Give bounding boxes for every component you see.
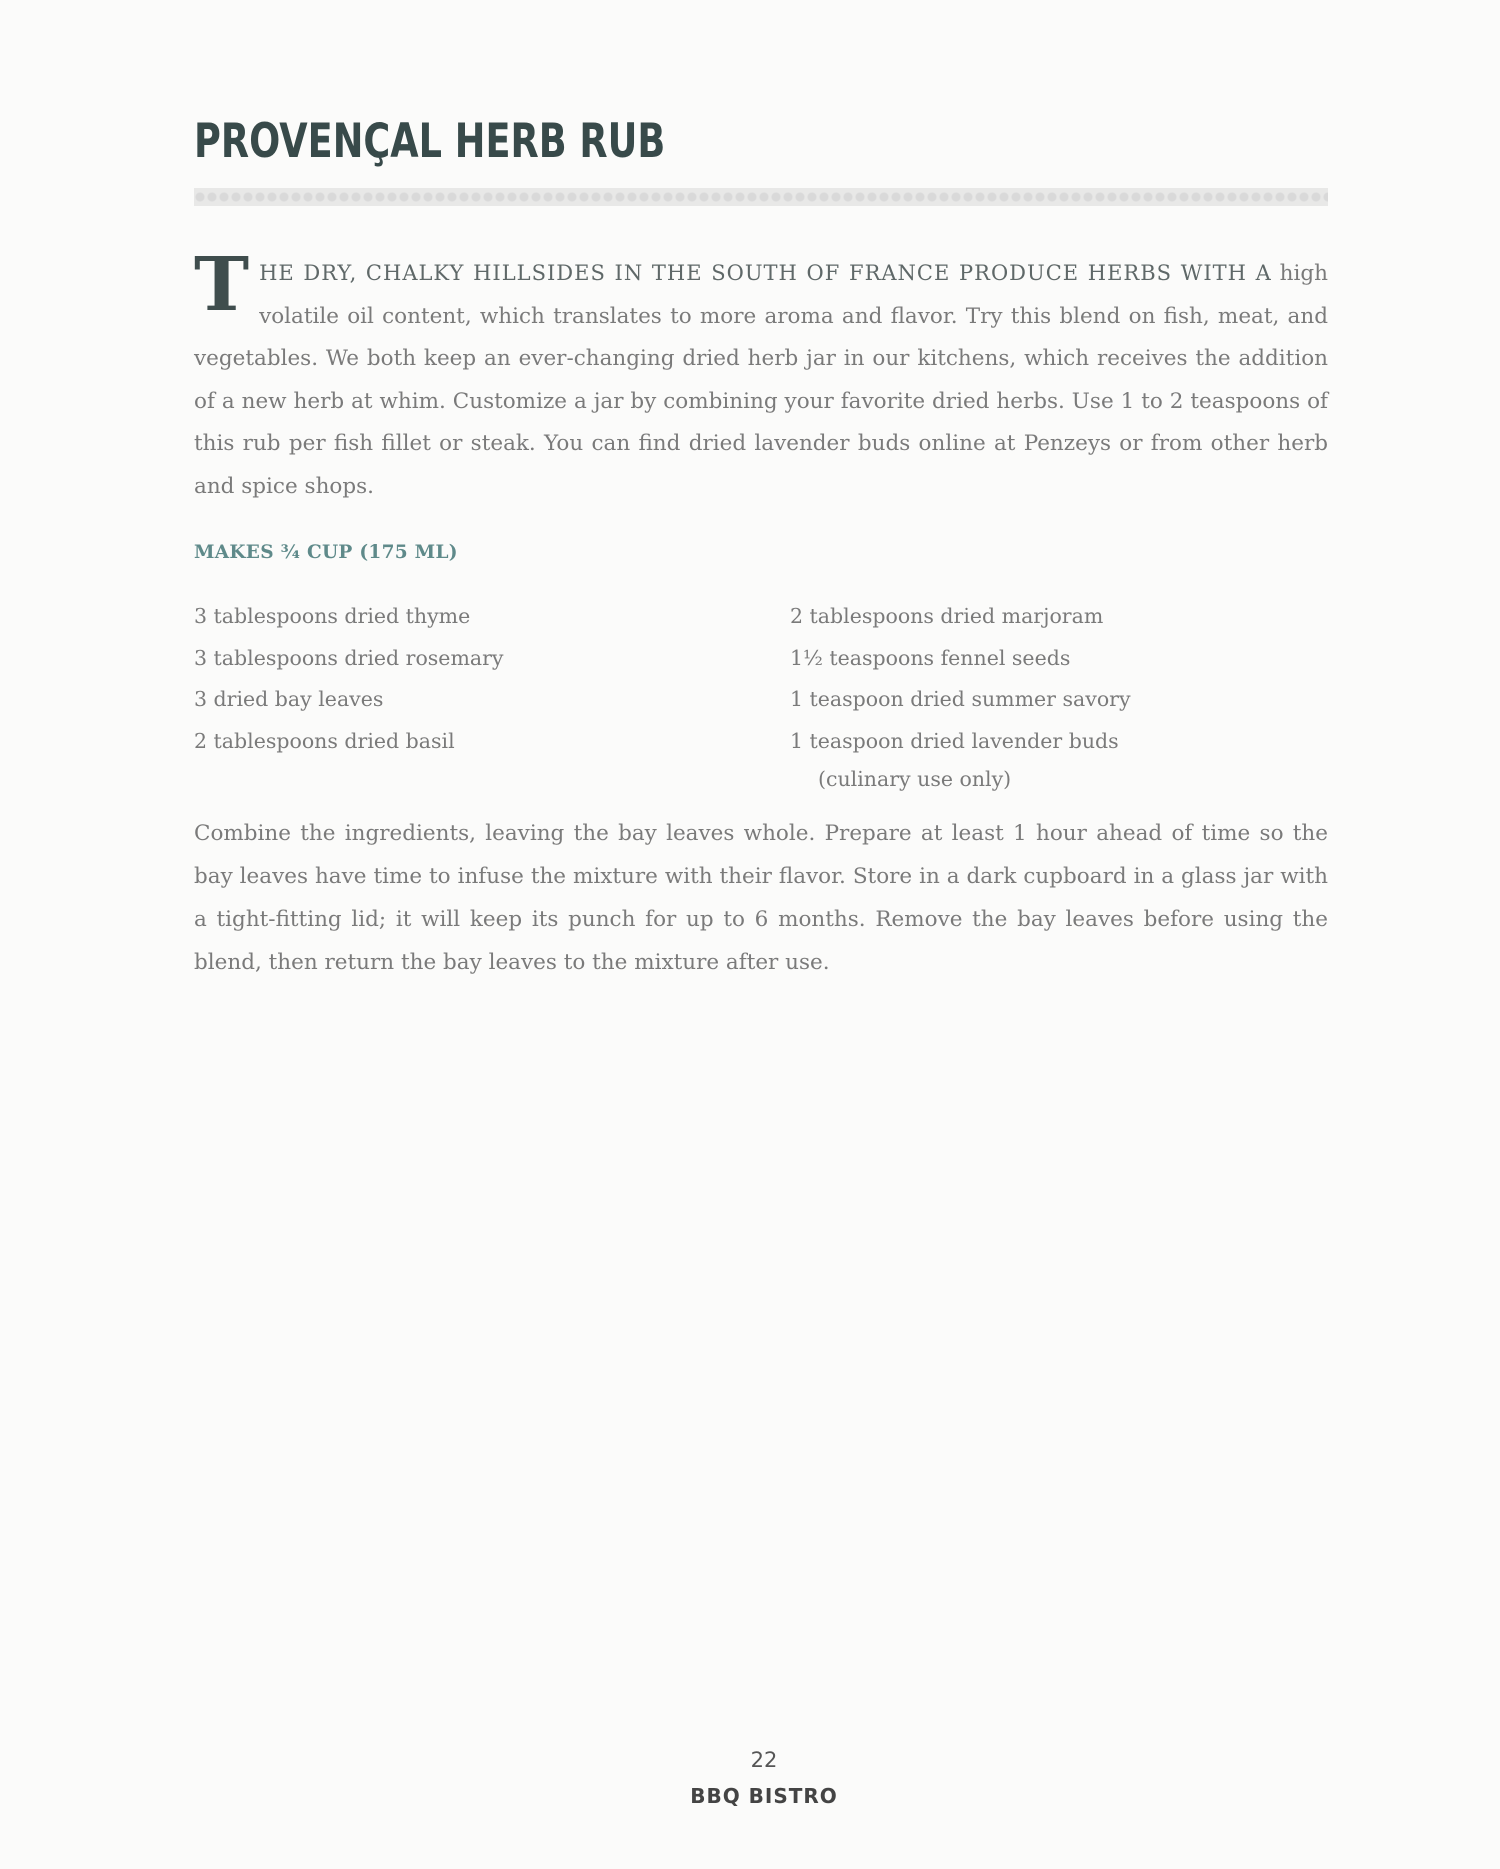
ingredient-item: 1 teaspoon dried summer savory (790, 687, 1131, 711)
ingredient-item: 3 tablespoons dried rosemary (194, 645, 504, 670)
page-number: 22 (750, 1748, 778, 1772)
ingredient-item: 2 tablespoons dried marjoram (790, 604, 1104, 628)
title-divider (194, 188, 1328, 206)
ingredient-item: 3 tablespoons dried thyme (194, 604, 471, 628)
ingredient-item: 3 dried bay leaves (194, 687, 384, 711)
drop-cap: T (194, 242, 250, 328)
ingredient-note: (culinary use only) (818, 767, 1012, 791)
intro-lead-caps: HE DRY, CHALKY HILLSIDES IN THE SOUTH OF FRANCE PRODUCE HERBS WITH A (259, 261, 1272, 285)
ingredient-text: 1 teaspoon dried lavender buds (790, 728, 1119, 753)
ingredient-item-with-note (790, 721, 1330, 798)
ingredient-list-right (790, 596, 1330, 797)
intro-text: high volatile oil content, which translates to more aroma and flavor. Try this blend on fish, meat, and vegetables. We both keep an ever-changing dried herb jar in our kitchens, which receives the addition of a new herb at whim. Customize a jar by combining your favorite dried herbs. Use 1 to 2 teaspoons of this rub per fish fillet or steak. You can find dried lavender buds online at Penzeys or from other herb and spice shops. (194, 261, 1328, 499)
book-title: BBQ BISTRO (690, 1784, 838, 1808)
recipe-yield: MAKES ¾ CUP (175 ML) (194, 542, 458, 563)
recipe-method: Combine the ingredients, leaving the bay leaves whole. Prepare at least 1 hour ahead of time so the bay leaves have time to infuse the mixture with their flavor. Store in a dark cupboard in a glass jar with a tight-fitting lid; it will keep its punch for up to 6 months. Remove the bay leaves before using the blend, then return the bay leaves to the mixture after use. (194, 821, 1328, 975)
page-title: PROVENÇAL HERB RUB (194, 114, 666, 169)
ingredient-item: 1½ teaspoons fennel seeds (790, 645, 1071, 670)
ingredient-list-left (194, 596, 754, 762)
ingredient-item: 2 tablespoons dried basil (194, 728, 455, 753)
recipe-intro (194, 242, 1328, 508)
